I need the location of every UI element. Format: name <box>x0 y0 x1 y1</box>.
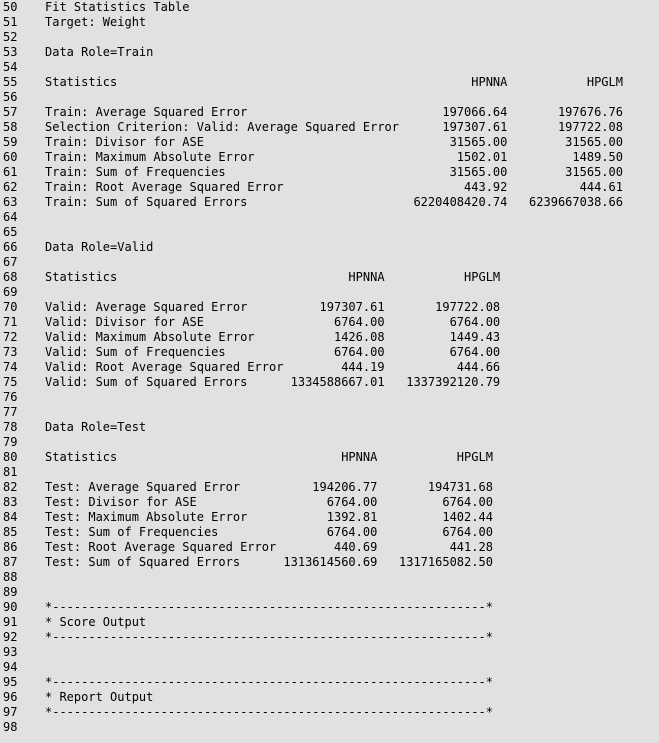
line-number: 56 <box>3 90 18 104</box>
line-number: 85 <box>3 525 18 539</box>
line-number: 57 <box>3 105 18 119</box>
line-number: 86 <box>3 540 18 554</box>
log-line-text: Fit Statistics Table <box>45 0 190 14</box>
log-line <box>0 315 659 330</box>
log-line <box>0 690 659 705</box>
line-number: 62 <box>3 180 18 194</box>
line-number: 80 <box>3 450 18 464</box>
line-number: 51 <box>3 15 18 29</box>
line-number: 54 <box>3 60 18 74</box>
log-line <box>0 495 659 510</box>
line-number: 79 <box>3 435 18 449</box>
line-number: 50 <box>3 0 18 14</box>
log-line <box>0 135 659 150</box>
line-number: 76 <box>3 390 18 404</box>
line-number: 82 <box>3 480 18 494</box>
log-line <box>0 120 659 135</box>
log-line <box>0 165 659 180</box>
log-line-text: Data Role=Test <box>45 420 147 434</box>
log-line <box>0 645 659 660</box>
log-line-text: Train: Divisor for ASE 31565.00 31565.00 <box>45 135 623 149</box>
log-line <box>0 390 659 405</box>
line-number: 92 <box>3 630 18 644</box>
log-line-text: Valid: Average Squared Error 197307.61 197722.08 <box>45 300 501 314</box>
log-line <box>0 540 659 555</box>
line-number: 52 <box>3 30 18 44</box>
line-number: 58 <box>3 120 18 134</box>
log-line-text: * Score Output <box>45 615 147 629</box>
line-number: 67 <box>3 255 18 269</box>
line-number: 61 <box>3 165 18 179</box>
log-line <box>0 225 659 240</box>
log-line <box>0 60 659 75</box>
log-line <box>0 75 659 90</box>
line-number: 97 <box>3 705 18 719</box>
log-line <box>0 90 659 105</box>
line-number: 60 <box>3 150 18 164</box>
log-line-text: Test: Average Squared Error 194206.77 194731.68 <box>45 480 493 494</box>
log-line-text: Valid: Root Average Squared Error 444.19 444.66 <box>45 360 501 374</box>
log-line <box>0 525 659 540</box>
line-number: 69 <box>3 285 18 299</box>
line-number: 72 <box>3 330 18 344</box>
line-number: 93 <box>3 645 18 659</box>
line-number: 59 <box>3 135 18 149</box>
log-line-text: Statistics HPNNA HPGLM <box>45 450 493 464</box>
log-line <box>0 600 659 615</box>
log-line-text: Test: Sum of Squared Errors 1313614560.69 1317165082.50 <box>45 555 493 569</box>
line-number: 91 <box>3 615 18 629</box>
log-line <box>0 615 659 630</box>
log-line-text: Test: Root Average Squared Error 440.69 441.28 <box>45 540 493 554</box>
log-line-text: Target: Weight <box>45 15 147 29</box>
log-line <box>0 300 659 315</box>
log-line <box>0 345 659 360</box>
log-line-text: Train: Maximum Absolute Error 1502.01 1489.50 <box>45 150 623 164</box>
log-line <box>0 270 659 285</box>
log-line <box>0 0 659 15</box>
line-number: 63 <box>3 195 18 209</box>
log-line <box>0 585 659 600</box>
log-line <box>0 150 659 165</box>
line-number: 73 <box>3 345 18 359</box>
line-number: 66 <box>3 240 18 254</box>
log-line <box>0 675 659 690</box>
log-line <box>0 15 659 30</box>
log-line <box>0 375 659 390</box>
log-line <box>0 630 659 645</box>
log-line-text: Test: Divisor for ASE 6764.00 6764.00 <box>45 495 493 509</box>
log-line <box>0 180 659 195</box>
log-line-text: Data Role=Train <box>45 45 154 59</box>
log-line <box>0 480 659 495</box>
line-number: 83 <box>3 495 18 509</box>
log-line-text: Statistics HPNNA HPGLM <box>45 270 501 284</box>
line-number: 87 <box>3 555 18 569</box>
log-line-text: *------------------------------------------------------------* <box>45 675 493 689</box>
line-number: 96 <box>3 690 18 704</box>
log-line-text: Test: Sum of Frequencies 6764.00 6764.00 <box>45 525 493 539</box>
log-line-text: Data Role=Valid <box>45 240 154 254</box>
log-line-text: Train: Sum of Squared Errors 6220408420.74 6239667038.66 <box>45 195 623 209</box>
line-number: 90 <box>3 600 18 614</box>
log-line <box>0 510 659 525</box>
line-number: 88 <box>3 570 18 584</box>
log-line <box>0 360 659 375</box>
log-line <box>0 435 659 450</box>
log-line-text: *------------------------------------------------------------* <box>45 600 493 614</box>
log-line <box>0 285 659 300</box>
line-number: 98 <box>3 720 18 734</box>
line-number: 94 <box>3 660 18 674</box>
log-line-text: Test: Maximum Absolute Error 1392.81 1402.44 <box>45 510 493 524</box>
line-number: 77 <box>3 405 18 419</box>
line-number: 71 <box>3 315 18 329</box>
log-line <box>0 555 659 570</box>
line-number: 65 <box>3 225 18 239</box>
log-line-text: *------------------------------------------------------------* <box>45 705 493 719</box>
log-line <box>0 420 659 435</box>
log-line-text: Valid: Sum of Frequencies 6764.00 6764.00 <box>45 345 501 359</box>
log-line-text: * Report Output <box>45 690 154 704</box>
log-line <box>0 240 659 255</box>
line-number: 74 <box>3 360 18 374</box>
log-line <box>0 720 659 735</box>
line-number: 53 <box>3 45 18 59</box>
line-number: 78 <box>3 420 18 434</box>
log-line <box>0 450 659 465</box>
log-line-text: Valid: Sum of Squared Errors 1334588667.01 1337392120.79 <box>45 375 501 389</box>
log-line <box>0 30 659 45</box>
log-line <box>0 255 659 270</box>
log-line-text: Valid: Maximum Absolute Error 1426.08 1449.43 <box>45 330 501 344</box>
log-line <box>0 660 659 675</box>
line-number: 75 <box>3 375 18 389</box>
line-number: 68 <box>3 270 18 284</box>
log-line <box>0 195 659 210</box>
line-number: 95 <box>3 675 18 689</box>
log-line <box>0 45 659 60</box>
log-line-text: Train: Sum of Frequencies 31565.00 31565.00 <box>45 165 623 179</box>
log-line-text: Train: Root Average Squared Error 443.92 444.61 <box>45 180 623 194</box>
log-line-text: Selection Criterion: Valid: Average Squared Error 197307.61 197722.08 <box>45 120 623 134</box>
log-line-text: Train: Average Squared Error 197066.64 197676.76 <box>45 105 623 119</box>
line-number: 89 <box>3 585 18 599</box>
line-number: 64 <box>3 210 18 224</box>
log-line <box>0 570 659 585</box>
log-line-text: Valid: Divisor for ASE 6764.00 6764.00 <box>45 315 501 329</box>
log-line-text: Statistics HPNNA HPGLM <box>45 75 623 89</box>
log-line <box>0 705 659 720</box>
line-number: 70 <box>3 300 18 314</box>
line-number: 84 <box>3 510 18 524</box>
log-line <box>0 105 659 120</box>
log-line <box>0 405 659 420</box>
log-line <box>0 210 659 225</box>
log-line-text: *------------------------------------------------------------* <box>45 630 493 644</box>
line-number: 55 <box>3 75 18 89</box>
log-line <box>0 465 659 480</box>
log-line <box>0 330 659 345</box>
line-number: 81 <box>3 465 18 479</box>
